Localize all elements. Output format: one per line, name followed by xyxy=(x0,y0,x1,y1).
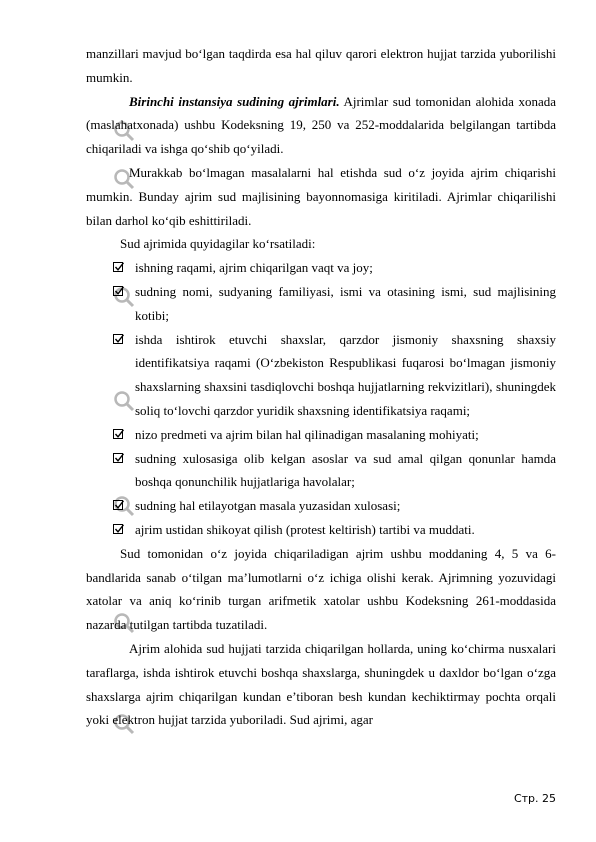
checkbox-checked-icon xyxy=(113,453,123,463)
paragraph-5: Sud tomonidan o‘z joyida chiqariladigan ajrim ushbu moddaning 4, 5 va 6-bandlarida sanab o‘tilgan ma’lumotlarni o‘z ichiga olishi kerak. Ajrimning yozuvidagi xatolar va aniq ko‘rinib turgan arifmetik xatolar ushbu Kodeksning 261-moddasida nazarda tutilgan tartibda tuzatiladi. xyxy=(86,545,556,633)
checklist xyxy=(86,256,556,542)
checkbox-checked-icon xyxy=(113,262,123,272)
page-number: Стр. 25 xyxy=(513,792,556,805)
paragraph-2-text: Ajrimlar sud tomonidan alohida xonada (maslahatxonada) ushbu Kodeksning 19, 250 va 252-moddalarida belgilangan tartibda chiqariladi va ishga qo‘shib qo‘yiladi. xyxy=(86,93,556,157)
checkbox-checked-icon xyxy=(113,429,123,439)
list-item xyxy=(86,447,556,495)
section-heading: Birinchi instansiya sudining ajrimlari. xyxy=(129,93,340,109)
paragraph-4: Sud ajrimida quyidagilar ko‘rsatiladi: xyxy=(120,236,316,252)
list-item-text: nizo predmeti va ajrim bilan hal qilinadigan masalaning mohiyati; xyxy=(135,426,479,442)
checkbox-checked-icon xyxy=(113,524,123,534)
document-body xyxy=(86,42,556,732)
list-item-text: sudning nomi, sudyaning familiyasi, ismi va otasining ismi, sud majlisining kotibi; xyxy=(135,283,556,323)
paragraph-3: Murakkab bo‘lmagan masalalarni hal etishda sud o‘z joyida ajrim chiqarishi mumkin. Bunday ajrim sud majlisining bayonnomasiga kiritiladi. Ajrimlar chiqarilishi bilan darhol ko‘qib eshittiriladi. xyxy=(86,164,556,228)
checkbox-checked-icon xyxy=(113,286,123,296)
list-item xyxy=(86,328,556,423)
checkbox-checked-icon xyxy=(113,500,123,510)
list-item xyxy=(86,280,556,328)
paragraph-1: manzillari mavjud bo‘lgan taqdirda esa hal qiluv qarori elektron hujjat tarzida yuborilishi mumkin. xyxy=(86,46,556,85)
list-item xyxy=(86,423,556,447)
list-item-text: sudning hal etilayotgan masala yuzasidan xulosasi; xyxy=(135,498,401,514)
list-item xyxy=(86,494,556,518)
list-item xyxy=(86,256,556,280)
list-item-text: sudning xulosasiga olib kelgan asoslar va sud amal qilgan qonunlar hamda boshqa qonunchilik hujjatlariga havolalar; xyxy=(135,450,556,490)
paragraph-6: Ajrim alohida sud hujjati tarzida chiqarilgan hollarda, uning ko‘chirma nusxalari taraflarga, ishda ishtirok etuvchi boshqa shaxslarga, shuningdek u daxldor bo‘lgan o‘zga shaxslarga ajrim chiqarilgan kundan e’tiboran besh kundan kechiktirmay pochta orqali yoki elektron hujjat tarzida yuboriladi. Sud ajrimi, agar xyxy=(86,640,556,728)
list-item-text: ajrim ustidan shikoyat qilish (protest keltirish) tartibi va muddati. xyxy=(135,521,475,537)
checkbox-checked-icon xyxy=(113,334,123,344)
list-item-text: ishda ishtirok etuvchi shaxslar, qarzdor jismoniy shaxsning shaxsiy identifikatsiya raqami (O‘zbekiston Respublikasi fuqarosi bo‘lmagan jismoniy shaxslarning shaxsini tasdiqlovchi boshqa hujjatlarning rekvizitlari), shuningdek soliq to‘lovchi qarzdor yuridik shaxsning identifikatsiya raqami; xyxy=(135,331,556,418)
list-item xyxy=(86,518,556,542)
list-item-text: ishning raqami, ajrim chiqarilgan vaqt va joy; xyxy=(135,260,373,276)
paragraph-2 xyxy=(86,90,556,161)
